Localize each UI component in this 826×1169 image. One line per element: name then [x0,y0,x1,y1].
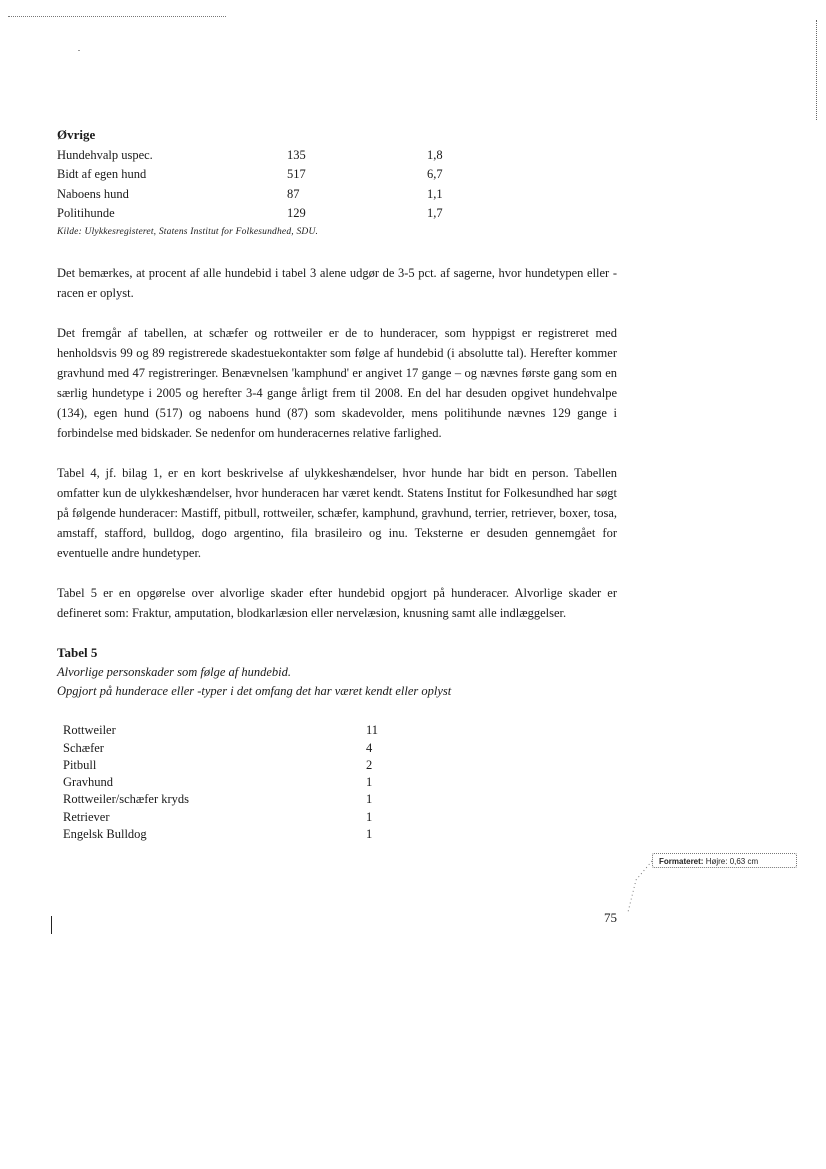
table-source: Kilde: Ulykkesregisteret, Statens Institut for Folkesundhed, SDU. [57,227,319,237]
table-subtitle: Opgjort på hunderace eller -typer i det omfang det har været kendt eller oplyst [57,684,452,698]
breed-name: Pitbull [63,757,97,772]
comment-text: Højre: 0,63 cm [705,857,759,866]
breed-count: 1 [366,792,373,807]
table-title: Tabel 5 [57,645,98,660]
breed-name: Schæfer [63,740,104,755]
paragraph: Tabel 4, jf. bilag 1, er en kort beskrivelse af ulykkeshændelser, hvor hunde har bidt en person. Tabellen omfatter kun de ulykkeshændelser, hvor hunderacen har været kendt. Statens Institut for Folkesundhed har søgt på følgende hunderacer: Mastiff, pitbull, rottweiler, schæfer, kamphund, gravhund, terrier, retriever, boxer, tosa, amstaff, stafford, bulldog, dogo argentino, fila brasileiro og inu. Teksterne er desuden gennemgået for eventuelle andre hundetyper. [57,466,617,560]
section-heading: Øvrige [57,127,96,142]
paragraph: Det fremgår af tabellen, at schæfer og rottweiler er de to hunderacer, som hyppigst er registreret med henholdsvis 99 og 89 registrerede skadestuekontakter som følge af hundebid (i absolutte tal). Herefter kommer gravhund med 47 registreringer. Benævnelsen 'kamphund' er angivet 17 gange – og nævnes første gang som en særlig hundetype i 2005 og herefter 3-4 gange årligt frem til 2008. En del har desuden opgivet hundehvalpe (134), egen hund (517) og naboens hund (87) som skadevolder, mens politihunde nævnes 129 gange i forbindelse med bidskader. Se nedenfor om hunderacernes relative farlighed. [57,326,617,440]
row-pct: 1,8 [427,147,443,162]
breed-name: Rottweiler [63,723,116,738]
row-name: Politihunde [57,206,115,220]
breed-name: Rottweiler/schæfer kryds [63,792,190,807]
breed-name: Engelsk Bulldog [63,827,147,842]
breed-name: Retriever [63,809,110,824]
row-pct: 1,7 [427,206,443,220]
paragraph: Tabel 5 er en opgørelse over alvorlige skader efter hundebid opgjort på hunderacer. Alvorlige skader er defineret som: Fraktur, amputation, blodkarlæsion eller nervelæsion, knusning samt alle indlæggelser. [57,586,617,620]
row-pct: 6,7 [427,167,443,181]
breed-count: 1 [366,775,373,790]
table-subtitle: Alvorlige personskader som følge af hundebid. [57,665,291,679]
row-name: Hundehvalp uspec. [57,147,153,162]
breed-name: Gravhund [63,775,113,790]
format-comment-balloon[interactable] [652,853,797,868]
breed-count: 1 [366,809,373,824]
paragraph: Det bemærkes, at procent af alle hundebid i tabel 3 alene udgør de 3-5 pct. af sagerne, hvor hundetypen eller -racen er oplyst. [57,266,617,300]
comment-label: Formateret: [659,857,704,866]
row-count: 87 [287,186,300,201]
breed-count: 11 [366,723,379,738]
row-count: 517 [287,167,306,181]
row-name: Bidt af egen hund [57,167,147,181]
row-count: 135 [287,147,306,162]
page-number: 75 [604,910,617,925]
row-pct: 1,1 [427,186,443,201]
row-count: 129 [287,206,306,220]
breed-count: 4 [366,740,373,755]
row-name: Naboens hund [57,186,129,201]
breed-count: 1 [366,827,373,842]
breed-count: 2 [366,757,373,772]
